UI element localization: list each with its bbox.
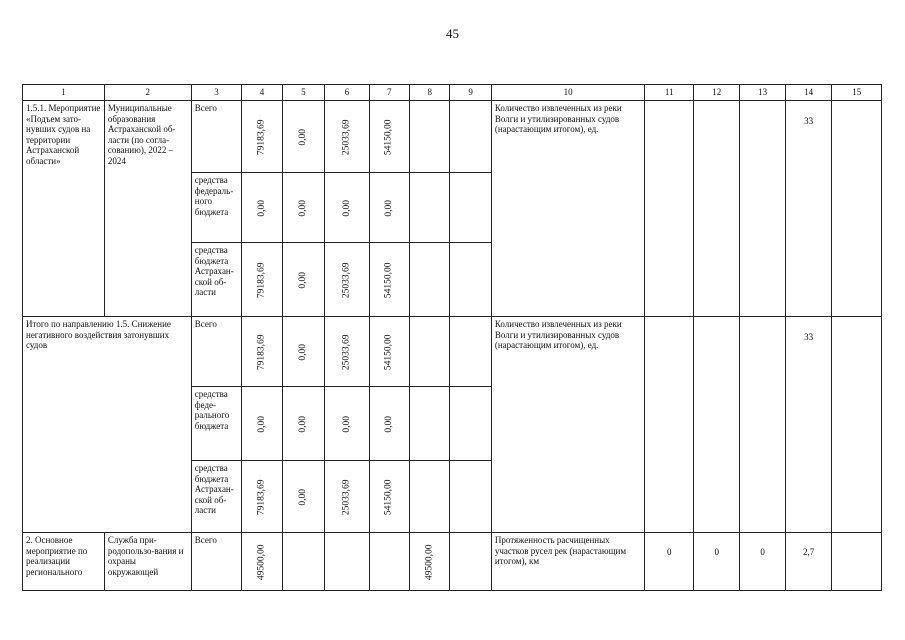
value-cell: 49500,00: [410, 533, 450, 591]
value-cell: 0,00: [325, 173, 369, 243]
funding-source: Всего: [191, 317, 242, 387]
col-header: 3: [191, 85, 242, 101]
col-header: 12: [693, 85, 739, 101]
value-cell: 25033,69: [325, 461, 369, 533]
subtotal-title: Итого по направлению 1.5. Снижение негативного воздействия затонувших судов: [23, 317, 192, 533]
value-cell: 0,00: [282, 243, 324, 317]
value-cell: 0,00: [282, 387, 324, 461]
col-header: 5: [282, 85, 324, 101]
funding-source: средства бюджета Астрахан-ской об-ласти: [191, 243, 242, 317]
value-cell: 0,00: [282, 101, 324, 173]
value-cell: 54150,00: [369, 243, 409, 317]
col-header: 2: [104, 85, 191, 101]
empty-cell: [693, 317, 739, 533]
value-cell: 0,00: [242, 173, 282, 243]
empty-cell: [410, 101, 450, 173]
executor-cell: Муниципальные образования Астраханской об-ласти (по согла-сованию), 2022 – 2024: [104, 101, 191, 317]
col-header: 9: [450, 85, 491, 101]
value-cell: 0: [740, 533, 785, 591]
empty-cell: [450, 317, 491, 387]
value-cell: 25033,69: [325, 101, 369, 173]
empty-cell: [410, 173, 450, 243]
col-header: 6: [325, 85, 369, 101]
value-cell: 0,00: [282, 173, 324, 243]
target-value: 33: [785, 317, 831, 533]
table-row: [23, 317, 882, 387]
col-header: 15: [832, 85, 882, 101]
funding-source: средства феде-рального бюджета: [191, 387, 242, 461]
col-header: 7: [369, 85, 409, 101]
empty-cell: [450, 533, 491, 591]
value-cell: 0,00: [369, 387, 409, 461]
measure-title: 1.5.1. Мероприятие «Подъем зато-нувших судов на территории Астраханской области»: [23, 101, 105, 317]
empty-cell: [410, 461, 450, 533]
value-cell: 79183,69: [242, 101, 282, 173]
value-cell: 54150,00: [369, 101, 409, 173]
col-header: 11: [645, 85, 694, 101]
value-cell: 0: [645, 533, 694, 591]
empty-cell: [369, 533, 409, 591]
program-table: [22, 84, 882, 591]
funding-source: Всего: [191, 533, 242, 591]
col-header: 4: [242, 85, 282, 101]
empty-cell: [645, 101, 694, 317]
empty-cell: [832, 317, 882, 533]
col-header: 10: [491, 85, 645, 101]
value-cell: 54150,00: [369, 461, 409, 533]
value-cell: 2,7: [785, 533, 831, 591]
value-cell: 49500,00: [242, 533, 282, 591]
col-header: 1: [23, 85, 105, 101]
table-row: [23, 533, 882, 591]
empty-cell: [450, 461, 491, 533]
empty-cell: [693, 101, 739, 317]
col-header: 13: [740, 85, 785, 101]
funding-source: Всего: [191, 101, 242, 173]
col-header: 8: [410, 85, 450, 101]
indicator-cell: Протяженность расчищенных участков русел рек (нарастающим итогом), км: [491, 533, 645, 591]
value-cell: 0,00: [369, 173, 409, 243]
value-cell: 25033,69: [325, 317, 369, 387]
empty-cell: [832, 101, 882, 317]
empty-cell: [832, 533, 882, 591]
empty-cell: [450, 173, 491, 243]
value-cell: 79183,69: [242, 461, 282, 533]
value-cell: 79183,69: [242, 243, 282, 317]
indicator-cell: Количество извлеченных из реки Волги и утилизированных судов (нарастающим итогом), ед.: [491, 317, 645, 533]
empty-cell: [282, 533, 324, 591]
empty-cell: [740, 101, 785, 317]
value-cell: 0,00: [282, 317, 324, 387]
funding-source: средства федераль-ного бюджета: [191, 173, 242, 243]
target-value: 33: [785, 101, 831, 317]
funding-source: средства бюджета Астрахан-ской об-ласти: [191, 461, 242, 533]
executor-cell: Служба при-родопользо-вания и охраны окружающей: [104, 533, 191, 591]
empty-cell: [410, 387, 450, 461]
value-cell: 0,00: [242, 387, 282, 461]
empty-cell: [325, 533, 369, 591]
value-cell: 0,00: [282, 461, 324, 533]
empty-cell: [450, 243, 491, 317]
value-cell: 25033,69: [325, 243, 369, 317]
empty-cell: [645, 317, 694, 533]
value-cell: 0,00: [325, 387, 369, 461]
empty-cell: [450, 101, 491, 173]
measure-title: 2. Основное мероприятие по реализации регионального: [23, 533, 105, 591]
empty-cell: [410, 317, 450, 387]
page-number: 45: [446, 26, 459, 41]
value-cell: 54150,00: [369, 317, 409, 387]
value-cell: 0: [693, 533, 739, 591]
value-cell: 79183,69: [242, 317, 282, 387]
indicator-cell: Количество извлеченных из реки Волги и утилизированных судов (нарастающим итогом), ед.: [491, 101, 645, 317]
col-header: 14: [785, 85, 831, 101]
empty-cell: [740, 317, 785, 533]
empty-cell: [450, 387, 491, 461]
table-row: [23, 101, 882, 173]
empty-cell: [410, 243, 450, 317]
column-number-row: [23, 85, 882, 101]
